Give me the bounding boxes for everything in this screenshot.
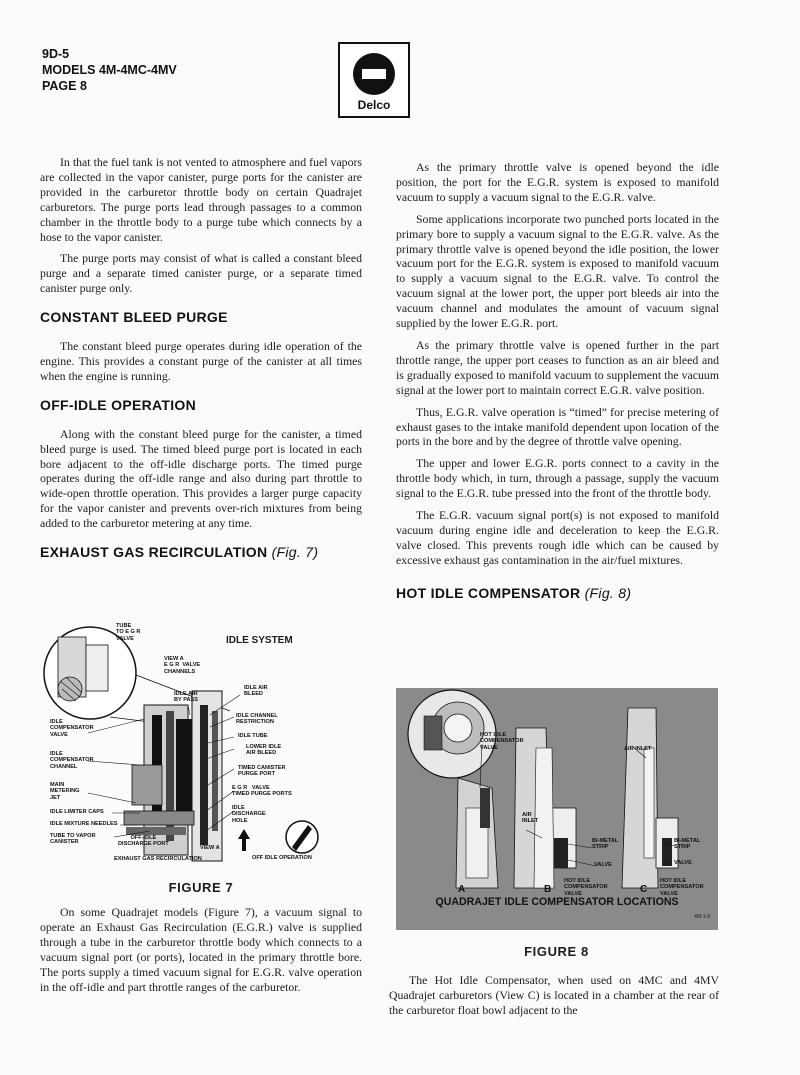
fig7-label: VIEW A E G R VALVE CHANNELS [164, 656, 201, 675]
fig8-label: VALVE [594, 862, 612, 868]
fig7-label: IDLE AIR BY PASS [174, 691, 199, 704]
paragraph: On some Quadrajet models (Figure 7), a vacuum signal to operate an Exhaust Gas Recirculation (E.G.R.) valve is supplied through a tube in the carburetor throttle body which connects to a vacuum signal port (or ports), located in the primary throttle bore. The ports supply a timed vacuum signal for E.G.R. valve operation in the off-idle and part throttle ranges of the carburetor. [40, 905, 362, 994]
paragraph: The purge ports may consist of what is called a constant bleed purge and a separate timed canister purge, or a separate timed canister purge only. [40, 251, 362, 296]
fig8-label: HOT IDLE COMPENSATOR VALVE [564, 878, 608, 897]
right-column-bottom [389, 973, 719, 1018]
figure-reference: (Fig. 7) [271, 544, 319, 561]
fig8-label: HOT IDLE COMPENSATOR VALVE [660, 878, 704, 897]
fig8-title: QUADRAJET IDLE COMPENSATOR LOCATIONS [435, 896, 679, 908]
fig7-label: IDLE DISCHARGE HOLE [232, 805, 266, 824]
models-line: MODELS 4M-4MC-4MV [42, 63, 177, 77]
heading-off-idle-operation: OFF-IDLE OPERATION [40, 396, 197, 413]
paragraph: Some applications incorporate two punched ports located in the primary bore to supply a vacuum signal to the E.G.R. valve. As the primary throttle valve is opened beyond the idle position, the lower vacuum port for the E.G.R. system is exposed to manifold vacuum to supply a vacuum signal to the E.G.R. valve. To control the vacuum signal at the lower port, the upper port bleeds air into the vacuum channel and modulates the amount of vacuum signal supplied by the lower E.G.R. port. [396, 211, 719, 331]
figure-7-caption: FIGURE 7 [168, 880, 234, 895]
figure-reference: (Fig. 8) [584, 584, 632, 601]
fig8-label: BI-METAL STRIP [592, 838, 619, 851]
right-column [396, 160, 719, 615]
fig8-label: VALVE [674, 860, 692, 866]
fig7-label: OFF IDLE OPERATION [252, 855, 312, 861]
fig7-label: LOWER IDLE AIR BLEED [246, 744, 282, 757]
fig8-label: BI-METAL STRIP [674, 838, 701, 851]
fig7-label: IDLE COMPENSATOR CHANNEL [50, 751, 94, 770]
paragraph: Along with the constant bleed purge for the canister, a timed bleed purge is used. The timed bleed purge port is located in each bore adjacent to the off-idle discharge ports. The timed purge operates during the off-idle range and also during part throttle to wide-open throttle operation. This provides a larger purge capacity for the vapor canister and prevents over-rich mixtures from being added to the carburetor metering at any time. [40, 426, 362, 531]
fig7-label: TUBE TO VAPOR CANISTER [50, 833, 96, 846]
fig7-label: IDLE COMPENSATOR VALVE [50, 719, 94, 738]
fig7-label: IDLE LIMITER CAPS [50, 809, 104, 815]
heading-constant-bleed-purge: CONSTANT BLEED PURGE [40, 309, 228, 326]
fig7-label: TUBE TO E G R VALVE [116, 623, 141, 642]
fig8-view-b: B [544, 884, 552, 895]
fig7-title: IDLE SYSTEM [226, 635, 293, 646]
paragraph: In that the fuel tank is not vented to atmosphere and fuel vapors are collected in the vapor canister, purge ports for the canister are provided in the carburetor throttle body on certain Quadrajet carburetors. The purge ports lead through passages to a common chamber in the throttle body to a purge tube which connects by a hose to the vapor canister. [40, 155, 362, 244]
fig7-label: E G R VALVE TIMED PURGE PORTS [232, 785, 292, 798]
fig7-label: IDLE AIR BLEED [244, 685, 268, 698]
paragraph: The E.G.R. vacuum signal port(s) is not exposed to manifold vacuum during engine idle and deceleration to keep the E.G.R. valve closed. This prevents rough idle which can be caused by excessive exhaust gas contamination in the air/fuel mixtures. [396, 508, 719, 567]
fig7-label: OFF-IDLE DISCHARGE PORT [118, 835, 169, 848]
page-header [42, 46, 177, 94]
heading-exhaust-gas-recirculation: EXHAUST GAS RECIRCULATION (Fig. 7) [40, 544, 319, 561]
fig7-label: TIMED CANISTER PURGE PORT [238, 765, 286, 778]
fig7-label: EXHAUST GAS RECIRCULATION [114, 856, 202, 862]
fig8-label: AIR INLET [624, 746, 652, 752]
fig7-label: VIEW A [200, 845, 220, 851]
figure-8-caption: FIGURE 8 [524, 944, 589, 959]
fig8-label: HOT IDLE COMPENSATOR VALVE [480, 732, 524, 751]
fig8-view-a: A [458, 884, 466, 895]
fig7-label: MAIN METERING JET [50, 782, 80, 801]
fig7-label: IDLE MIXTURE NEEDLES [50, 821, 118, 827]
fig8-code: 4M-1-8 [694, 914, 710, 920]
logo-wordmark: Delco [357, 98, 391, 112]
fig8-view-c: C [640, 884, 648, 895]
fig7-label: IDLE TUBE [238, 733, 268, 739]
fig8-label: AIR INLET [522, 812, 539, 825]
delco-logo [338, 42, 410, 118]
left-column [40, 155, 362, 574]
paragraph: The Hot Idle Compensator, when used on 4MC and 4MV Quadrajet carburetors (View C) is located in a chamber at the rear of the carburetor float bowl adjacent to the [389, 973, 719, 1017]
left-column-bottom [40, 905, 362, 994]
paragraph: As the primary throttle valve is opened beyond the idle position, the port for the E.G.R. system is exposed to manifold vacuum to supply a vacuum signal to the E.G.R. valve. [396, 160, 719, 204]
paragraph: Thus, E.G.R. valve operation is “timed” for precise metering of exhaust gases to the intake manifold dependent upon location of the ports in the bore and by the degree of throttle valve opening. [396, 404, 719, 449]
paragraph: The constant bleed purge operates during idle operation of the engine. This provides a constant purge of the canister at all times when the engine is running. [40, 339, 362, 383]
figure-7-idle-system-diagram [40, 615, 362, 871]
figure-8-compensator-diagram [396, 688, 718, 930]
page-number: PAGE 8 [42, 79, 87, 93]
fig7-label: IDLE CHANNEL RESTRICTION [236, 713, 278, 726]
paragraph: As the primary throttle valve is opened further in the part throttle range, the upper port ceases to function as an air bleed and is gradually exposed to manifold vacuum to supplement the vacuum signal at the lower port to maintain correct E.G.R. valve position. [396, 337, 719, 397]
heading-hot-idle-compensator: HOT IDLE COMPENSATOR (Fig. 8) [396, 584, 632, 601]
section-number: 9D-5 [42, 47, 70, 61]
paragraph: The upper and lower E.G.R. ports connect to a cavity in the throttle body which, in turn, through a passage, supply the vacuum signal to the E.G.R. tube pressed into the front of the throttle body. [396, 456, 719, 501]
